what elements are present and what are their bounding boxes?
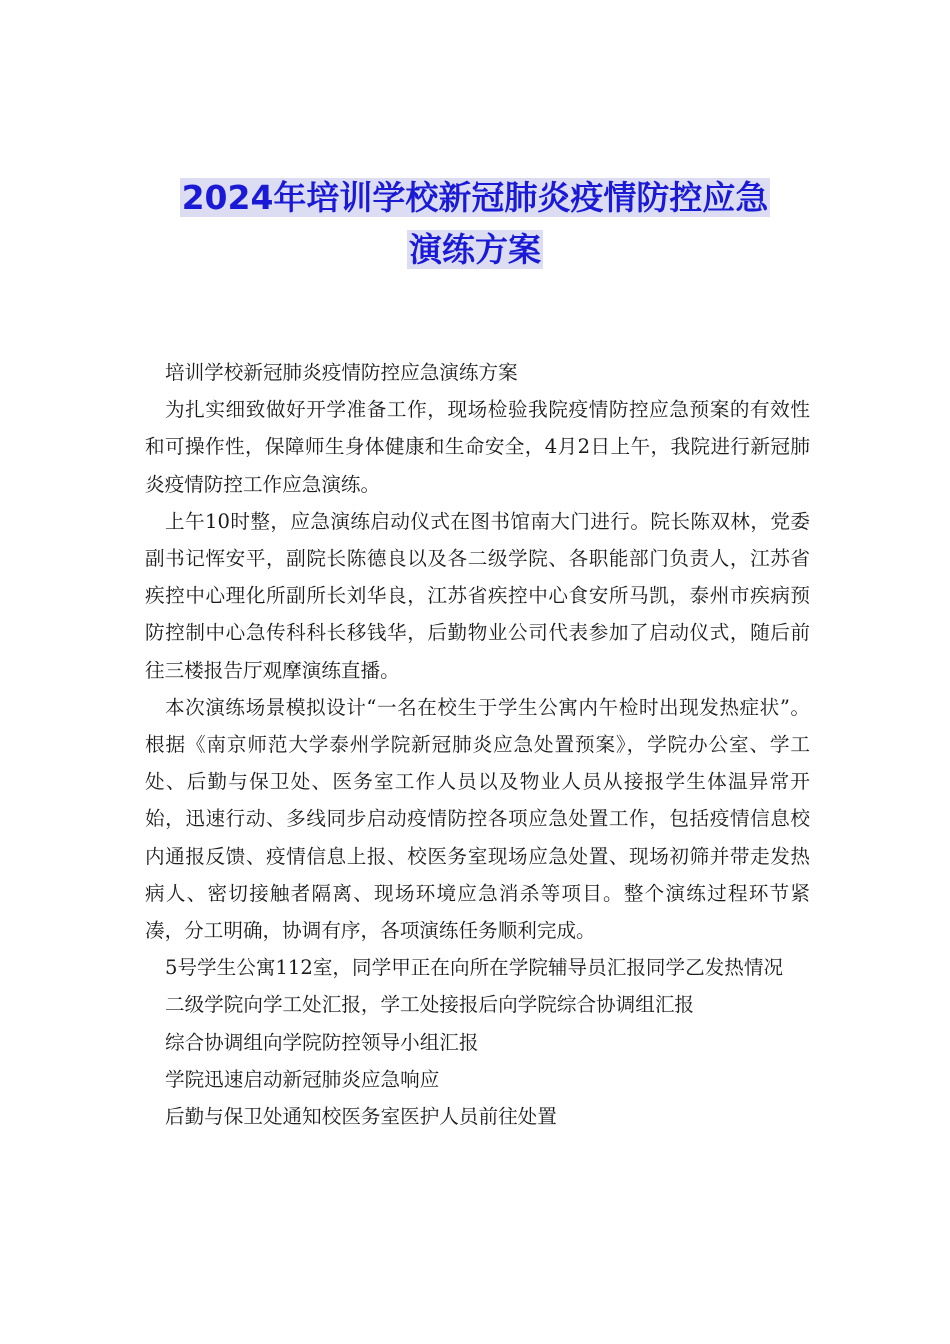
paragraph-step-1: 5号学生公寓112室，同学甲正在向所在学院辅导员汇报同学乙发热情况 [165,956,784,980]
paragraph-step-4: 学院迅速启动新冠肺炎应急响应 [165,1067,440,1091]
paragraph-step-5: 后勤与保卫处通知校医务室医护人员前往处置 [165,1105,557,1129]
document-body [145,354,810,1135]
title-line-2: 演练方案 [409,230,541,269]
paragraph-ceremony: 上午10时整，应急演练启动仪式在图书馆南大门进行。院长陈双林，党委副书记恽安平，副院长陈德良以及各二级学院、各职能部门负责人，江苏省疾控中心理化所副所长刘华良，江苏省疾控中心食安所马凯，泰州市疾病预防控制中心急传科科长移钱华，后勤物业公司代表参加了启动仪式，随后前往三楼报告厅观摩演练直播。 [145,509,810,682]
paragraph-scenario: 本次演练场景模拟设计“一名在校生于学生公寓内午检时出现发热症状”。根据《南京师范大学泰州学院新冠肺炎应急处置预案》，学院办公室、学工处、后勤与保卫处、医务室工作人员以及物业人员从接报学生体温异常开始，迅速行动、多线同步启动疫情防控各项应急处置工作，包括疫情信息校内通报反馈、疫情信息上报、校医务室现场应急处置、现场初筛并带走发热病人、密切接触者隔离、现场环境应急消杀等项目。整个演练过程环节紧凑，分工明确，协调有序，各项演练任务顺利完成。 [145,695,810,943]
paragraph-step-2: 二级学院向学工处汇报，学工处接报后向学院综合协调组汇报 [165,993,695,1017]
paragraph-intro: 为扎实细致做好开学准备工作，现场检验我院疫情防控应急预案的有效性和可操作性，保障师生身体健康和生命安全，4月2日上午，我院进行新冠肺炎疫情防控工作应急演练。 [145,398,810,496]
document-title [100,172,850,276]
title-line-1: 2024年培训学校新冠肺炎疫情防控应急 [181,178,769,217]
paragraph-subtitle: 培训学校新冠肺炎疫情防控应急演练方案 [165,361,518,384]
paragraph-step-3: 综合协调组向学院防控领导小组汇报 [165,1030,479,1054]
